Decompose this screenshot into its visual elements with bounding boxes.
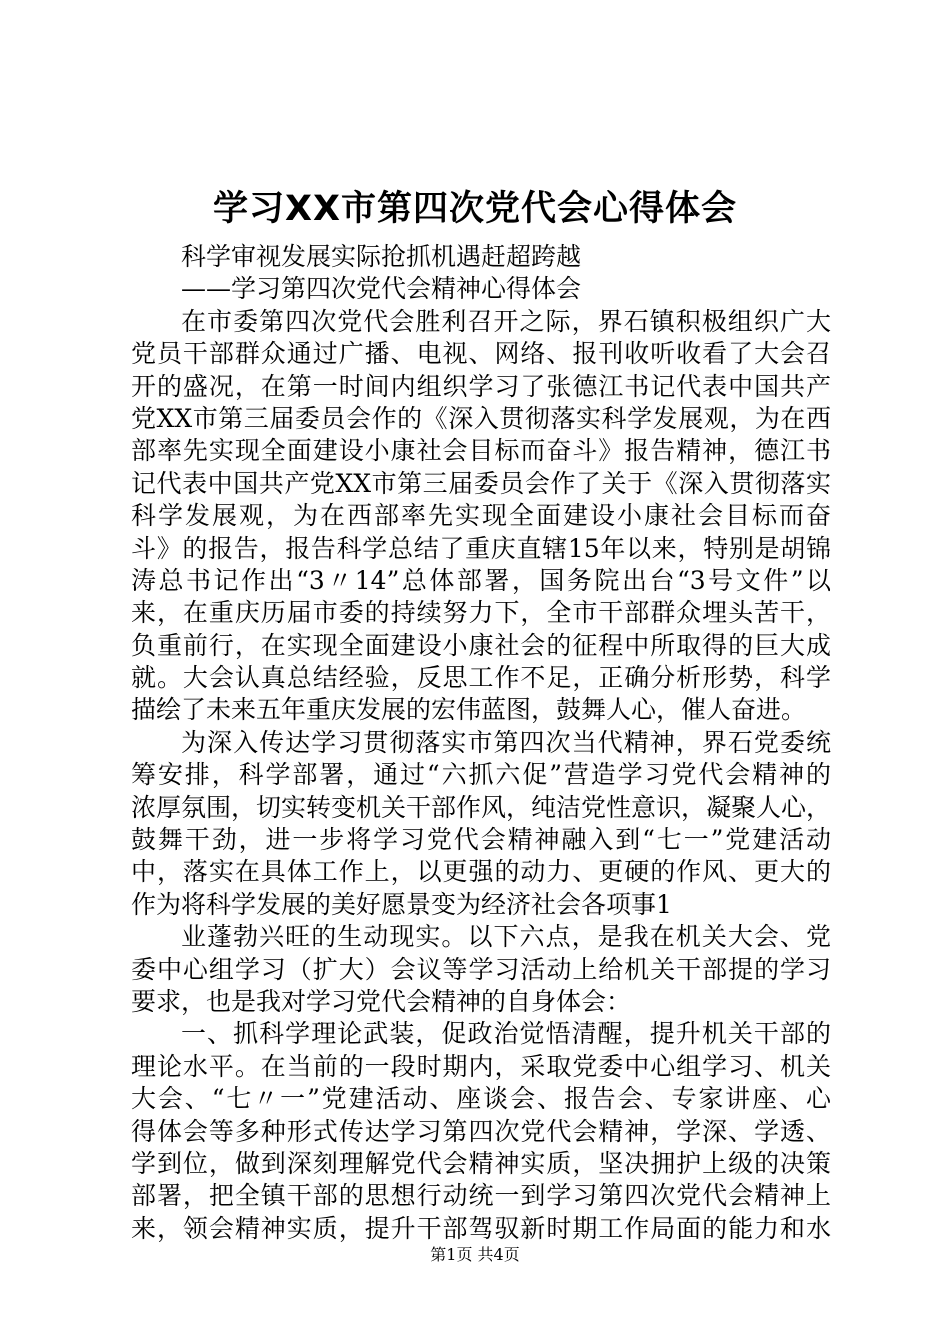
paragraph-line: 部率先实现全面建设小康社会目标而奋斗》报告精神，德江书 (131, 436, 831, 466)
paragraph-line: 部署，把全镇干部的思想行动统一到学习第四次党代会精神上 (131, 1181, 831, 1211)
paragraph-line: 筹安排，科学部署，通过“六抓六促”营造学习党代会精神的 (131, 760, 831, 790)
paragraph-line: 鼓舞干劲，进一步将学习党代会精神融入到“七一”党建活动 (131, 825, 831, 855)
paragraph-line: 得体会等多种形式传达学习第四次党代会精神，学深、学透、 (131, 1116, 831, 1146)
paragraph-line: 来，在重庆历届市委的持续努力下，全市干部群众埋头苦干， (131, 598, 831, 628)
paragraph-line: 党XX市第三届委员会作的《深入贯彻落实科学发展观，为在西 (131, 403, 831, 433)
paragraph-line: 为深入传达学习贯彻落实市第四次当代精神，界石党委统 (181, 727, 831, 757)
paragraph-line: 委中心组学习（扩大）会议等学习活动上给机关干部提的学习 (131, 954, 831, 984)
paragraph-line: 在市委第四次党代会胜利召开之际，界石镇积极组织广大 (181, 306, 831, 336)
document-body (131, 241, 831, 1245)
paragraph-line: 涛总书记作出“3〃14”总体部署，国务院出台“3号文件”以 (131, 565, 831, 595)
paragraph-line: 中，落实在具体工作上，以更强的动力、更硬的作风、更大的 (131, 857, 831, 887)
paragraph-line: 要求，也是我对学习党代会精神的自身体会： (131, 986, 632, 1016)
paragraph-line: 来，领会精神实质，提升干部驾驭新时期工作局面的能力和水 (131, 1213, 831, 1243)
paragraph-line: 大会、“七〃一”党建活动、座谈会、报告会、专家讲座、心 (131, 1084, 831, 1114)
paragraph-line: 描绘了未来五年重庆发展的宏伟蓝图，鼓舞人心，催人奋进。 (131, 695, 807, 725)
paragraph-line: 开的盛况，在第一时间内组织学习了张德江书记代表中国共产 (131, 371, 831, 401)
paragraph-line: 负重前行，在实现全面建设小康社会的征程中所取得的巨大成 (131, 630, 831, 660)
paragraph-line: 作为将科学发展的美好愿景变为经济社会各项事1 (131, 889, 672, 919)
paragraph-line: 斗》的报告，报告科学总结了重庆直辖15年以来，特别是胡锦 (131, 533, 831, 563)
paragraph-line: 学到位，做到深刻理解党代会精神实质，坚决拥护上级的决策 (131, 1148, 831, 1178)
paragraph-line: 理论水平。在当前的一段时期内，采取党委中心组学习、机关 (131, 1051, 831, 1081)
paragraph-line: 科学发展观，为在西部率先实现全面建设小康社会目标而奋 (131, 501, 831, 531)
paragraph-line: 一、抓科学理论武装，促政治觉悟清醒，提升机关干部的 (181, 1019, 831, 1049)
subtitle-line: 科学审视发展实际抢抓机遇赶超跨越 (181, 242, 582, 271)
subtitle-line: ——学习第四次党代会精神心得体会 (181, 274, 582, 304)
paragraph-line: 业蓬勃兴旺的生动现实。以下六点，是我在机关大会、党 (181, 922, 831, 952)
paragraph-line: 记代表中国共产党XX市第三届委员会作了关于《深入贯彻落实 (131, 468, 831, 498)
paragraph-line: 党员干部群众通过广播、电视、网络、报刊收听收看了大会召 (131, 339, 831, 369)
page-number: 第1页 共4页 (430, 1245, 520, 1264)
paragraph-line: 就。大会认真总结经验，反思工作不足，正确分析形势，科学 (131, 663, 831, 693)
paragraph-line: 浓厚氛围，切实转变机关干部作风，纯洁党性意识，凝聚人心， (131, 792, 832, 822)
document-title: 学习XX市第四次党代会心得体会 (213, 189, 737, 229)
